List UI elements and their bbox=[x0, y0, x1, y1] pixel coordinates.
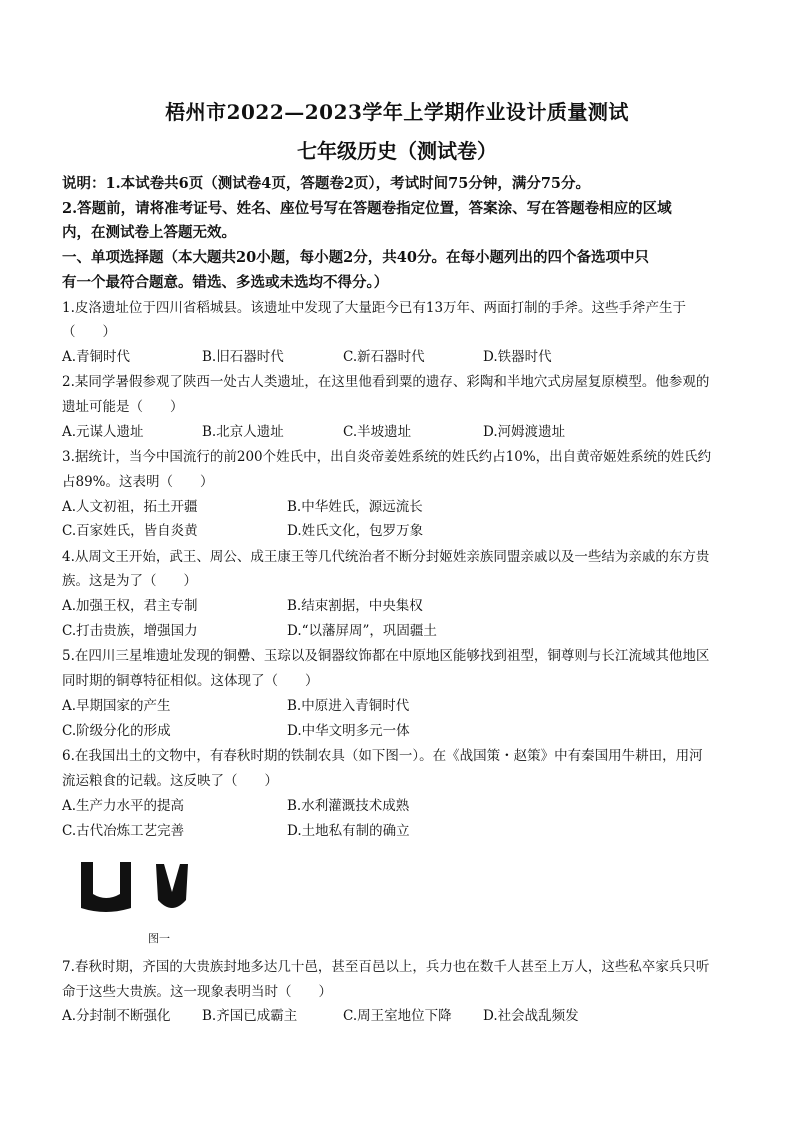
question-3-option-d: D.姓氏文化，包罗万象 bbox=[287, 523, 424, 539]
instruction-line-2: 2.答题前，请将准考证号、姓名、座位号写在答题卷指定位置，答案涂、写在答题卷相应的区域 bbox=[62, 200, 672, 217]
iron-hoe-shape bbox=[81, 862, 131, 912]
instruction-line-3: 内，在测试卷上答题无效。 bbox=[62, 224, 236, 241]
question-6-stem-2: 流运粮食的记载。这反映了（ ） bbox=[62, 773, 278, 789]
question-2-stem-2: 遗址可能是（ ） bbox=[62, 399, 184, 415]
question-4-option-c: C.打击贵族，增强国力 bbox=[62, 623, 198, 639]
question-4-option-a: A.加强王权，君主专制 bbox=[62, 598, 198, 614]
figure-1-caption: 图一 bbox=[148, 932, 170, 945]
question-1-stem-2: （ ） bbox=[62, 324, 116, 340]
question-5-option-d: D.中华文明多元一体 bbox=[287, 723, 410, 739]
question-1-stem-1: 1.皮洛遗址位于四川省稻城县。该遗址中发现了大量距今已有13万年、两面打制的手斧。这些手斧产生于 bbox=[62, 300, 687, 316]
question-2-stem-1: 2.某同学暑假参观了陕西一处古人类遗址，在这里他看到粟的遗存、彩陶和半地穴式房屋复原模型。他参观的 bbox=[62, 374, 710, 390]
exam-title: 梧州市2022—2023学年上学期作业设计质量测试 bbox=[165, 100, 629, 124]
question-5-option-b: B.中原进入青铜时代 bbox=[287, 698, 410, 714]
question-6-stem-1: 6.在我国出土的文物中，有春秋时期的铁制农具（如下图一）。在《战国策・赵策》中有秦国用牛耕田，用河 bbox=[62, 748, 703, 764]
question-6-option-d: D.土地私有制的确立 bbox=[287, 823, 410, 839]
question-5-option-a: A.早期国家的产生 bbox=[62, 698, 171, 714]
section-heading-line-2: 有一个最符合题意。错选、多选或未选均不得分。） bbox=[62, 274, 389, 291]
question-5-option-c: C.阶级分化的形成 bbox=[62, 723, 171, 739]
question-1-option-d: D.铁器时代 bbox=[483, 349, 552, 365]
question-5-stem-2: 同时期的铜尊特征相似。这体现了（ ） bbox=[62, 673, 319, 689]
question-3-option-b: B.中华姓氏，源远流长 bbox=[287, 499, 423, 515]
question-7-option-c: C.周王室地位下降 bbox=[343, 1008, 452, 1024]
question-5-stem-1: 5.在四川三星堆遗址发现的铜罍、玉琮以及铜器纹饰都在中原地区能够找到祖型，铜尊则与长江流域其他地区 bbox=[62, 648, 710, 664]
instruction-line-1: 说明：1.本试卷共6页（测试卷4页，答题卷2页），考试时间75分钟，满分75分。 bbox=[62, 175, 591, 192]
question-7-option-d: D.社会战乱频发 bbox=[483, 1008, 579, 1024]
question-1-option-a: A.青铜时代 bbox=[62, 349, 131, 365]
question-4-stem-1: 4.从周文王开始，武王、周公、成王康王等几代统治者不断分封姬姓亲族同盟亲戚以及一些结为亲戚的东方贵 bbox=[62, 549, 710, 565]
question-7-option-a: A.分封制不断强化 bbox=[62, 1008, 171, 1024]
question-4-option-b: B.结束割据，中央集权 bbox=[287, 598, 423, 614]
question-6-option-b: B.水利灌溉技术成熟 bbox=[287, 798, 410, 814]
iron-spade-shape bbox=[156, 864, 188, 908]
section-heading-line-1: 一、单项选择题（本大题共20小题，每小题2分，共40分。在每小题列出的四个备选项中只 bbox=[62, 249, 649, 266]
question-4-option-d: D.“以藩屏周”，巩固疆土 bbox=[287, 623, 437, 639]
question-6-option-c: C.古代冶炼工艺完善 bbox=[62, 823, 185, 839]
question-6-option-a: A.生产力水平的提高 bbox=[62, 798, 185, 814]
question-7-stem-1: 7.春秋时期，齐国的大贵族封地多达几十邑，甚至百邑以上，兵力也在数千人甚至上万人，这些私卒家兵只听 bbox=[62, 959, 710, 975]
iron-tools-figure bbox=[76, 858, 196, 918]
question-2-option-a: A.元谋人遗址 bbox=[62, 424, 144, 440]
question-7-stem-2: 命于这些大贵族。这一现象表明当时（ ） bbox=[62, 984, 332, 1000]
question-1-option-c: C.新石器时代 bbox=[343, 349, 425, 365]
exam-subtitle: 七年级历史（测试卷） bbox=[297, 139, 497, 163]
question-7-option-b: B.齐国已成霸主 bbox=[202, 1008, 298, 1024]
question-3-option-c: C.百家姓氏，皆自炎黄 bbox=[62, 523, 198, 539]
question-3-stem-1: 3.据统计，当今中国流行的前200个姓氏中，出自炎帝姜姓系统的姓氏约占10%，出自黄帝姬姓系统的姓氏约 bbox=[62, 449, 712, 465]
question-1-option-b: B.旧石器时代 bbox=[202, 349, 284, 365]
question-3-stem-2: 占89%。这表明（ ） bbox=[62, 474, 214, 490]
question-4-stem-2: 族。这是为了（ ） bbox=[62, 573, 197, 589]
question-2-option-d: D.河姆渡遗址 bbox=[483, 424, 566, 440]
question-3-option-a: A.人文初祖，拓土开疆 bbox=[62, 499, 198, 515]
question-2-option-b: B.北京人遗址 bbox=[202, 424, 284, 440]
question-2-option-c: C.半坡遗址 bbox=[343, 424, 412, 440]
